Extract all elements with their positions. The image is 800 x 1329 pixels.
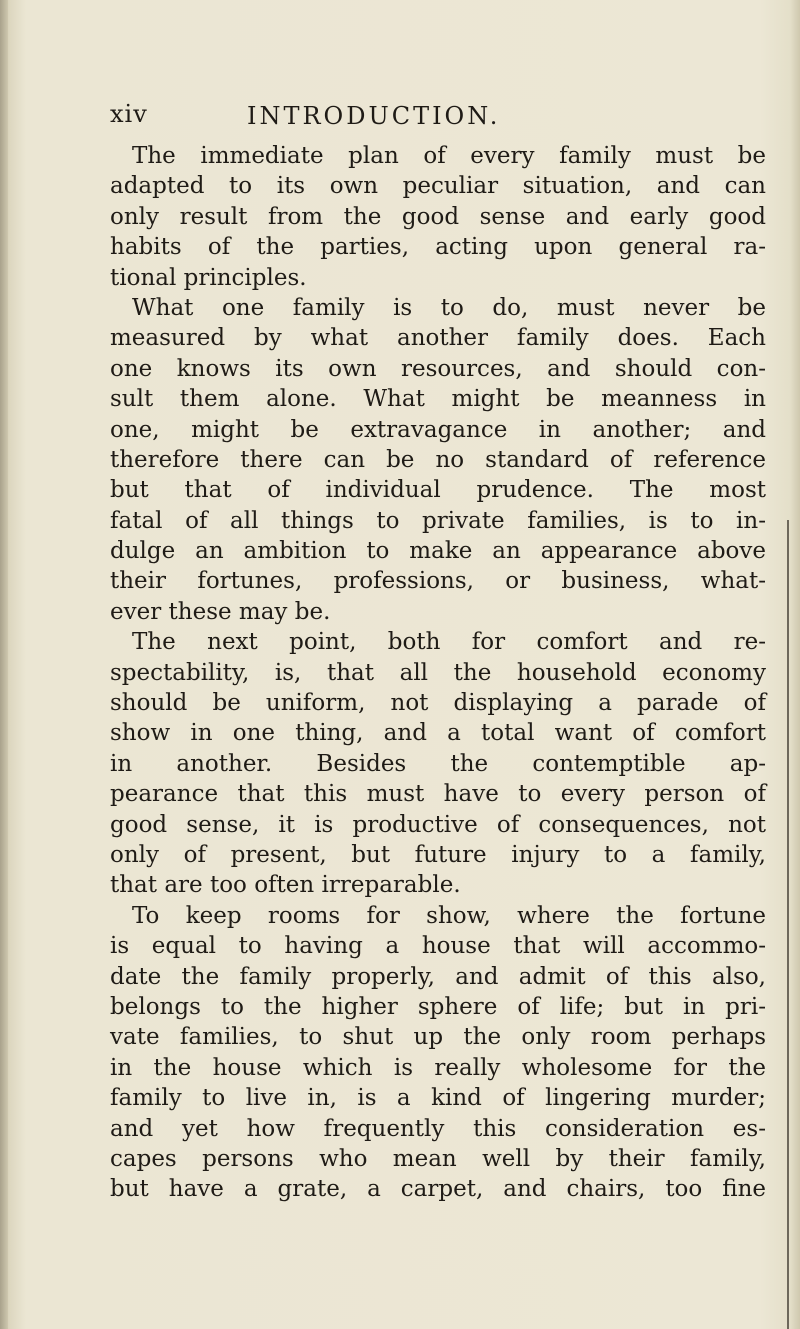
text-line: tional principles. xyxy=(110,264,307,291)
text-line: adapted to its own peculiar situation, and can xyxy=(110,173,766,200)
text-line: that are too often irreparable. xyxy=(110,872,461,899)
text-line: but have a grate, a carpet, and chairs, too fine xyxy=(110,1176,766,1203)
text-line: capes persons who mean well by their family, xyxy=(110,1145,766,1172)
text-line: dulge an ambition to make an appearance above xyxy=(110,538,766,565)
text-line: one, might be extravagance in another; and xyxy=(110,416,766,443)
text-line: in another. Besides the contemptible ap- xyxy=(110,750,766,777)
page-number: xiv xyxy=(110,100,148,128)
text-line: one knows its own resources, and should con- xyxy=(110,355,766,382)
running-head: INTRODUCTION. xyxy=(247,102,501,130)
text-line: sult them alone. What might be meanness in xyxy=(110,386,766,413)
page-gutter-shadow xyxy=(0,0,8,1329)
text-line: belongs to the higher sphere of life; but in pri- xyxy=(110,993,766,1020)
text-line: in the house which is really wholesome for the xyxy=(110,1054,766,1081)
text-line: fatal of all things to private families, is to in- xyxy=(110,507,766,534)
text-line: measured by what another family does. Each xyxy=(110,325,766,352)
text-line: and yet how frequently this consideration es- xyxy=(110,1115,766,1142)
page-header xyxy=(110,100,730,134)
text-line: date the family properly, and admit of this also, xyxy=(110,963,766,990)
body-text xyxy=(110,141,766,1205)
text-line: their fortunes, professions, or business, what- xyxy=(110,568,766,595)
text-line: family to live in, is a kind of lingering murder; xyxy=(110,1085,766,1112)
text-line: only of present, but future injury to a family, xyxy=(110,841,766,868)
text-line: only result from the good sense and early good xyxy=(110,203,766,230)
text-line: What one family is to do, must never be xyxy=(132,294,766,321)
text-line: pearance that this must have to every person of xyxy=(110,781,766,808)
text-line: habits of the parties, acting upon general ra- xyxy=(110,234,766,261)
text-line: To keep rooms for show, where the fortune xyxy=(132,902,766,929)
text-line: spectability, is, that all the household economy xyxy=(110,659,766,686)
text-line: The immediate plan of every family must be xyxy=(132,143,766,169)
text-line: vate families, to shut up the only room perhaps xyxy=(110,1024,766,1051)
text-line: good sense, it is productive of consequences, not xyxy=(110,811,766,838)
text-line: The next point, both for comfort and re- xyxy=(132,629,766,656)
text-line: should be uniform, not displaying a parade of xyxy=(110,690,766,717)
text-line: is equal to having a house that will accommo- xyxy=(110,933,766,960)
text-line: but that of individual prudence. The most xyxy=(110,477,766,504)
page-edge-rule xyxy=(787,520,789,1329)
text-line: ever these may be. xyxy=(110,598,331,625)
text-line: show in one thing, and a total want of comfort xyxy=(110,720,766,747)
text-line: therefore there can be no standard of reference xyxy=(110,446,766,473)
